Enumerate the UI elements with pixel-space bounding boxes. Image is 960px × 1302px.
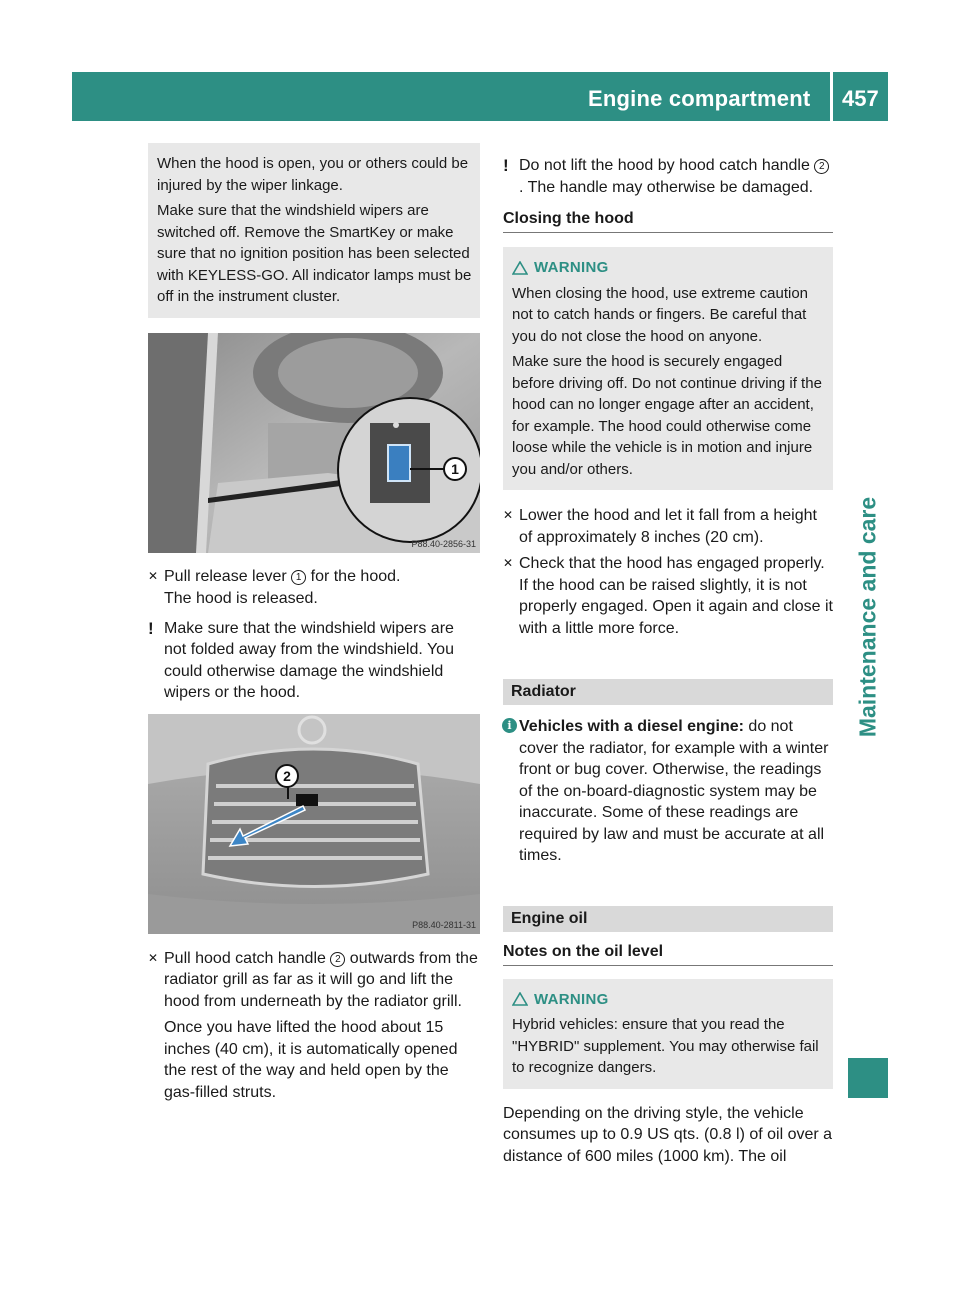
wiper-warning-text-1: When the hood is open, you or others could be injured by the wiper linkage. [157,155,469,194]
hybrid-warning-box [503,979,833,1089]
step-arrow-icon: ✕ [148,950,159,965]
radiator-heading: Radiator [503,679,833,705]
hood-catch-note: ! Do not lift the hood by hood catch handle 2. The handle may otherwise be damaged. [503,155,833,198]
step-pull-release-lever: ✕ Pull release lever 1 for the hood. [148,566,480,588]
photo-caption-2: P88.40-2811-31 [412,919,476,930]
info-icon: i [502,718,517,733]
side-chapter-label: Maintenance and care [854,496,881,738]
header-divider [830,72,833,121]
wiper-warning-text-2: Make sure that the windshield wipers are switched off. Remove the SmartKey or make sure that no ignition position has been selected with KEYLESS-GO. All indicator lamps must be off in the instrument cluster. [157,202,472,305]
callout-1: 1 [443,457,467,481]
hood-catch-illustration [148,714,480,934]
warning-header: WARNING [512,989,825,1011]
oil-level-heading: Notes on the oil level [503,943,833,966]
marker-1: 1 [291,570,306,585]
right-column [503,143,833,1167]
step2-result: Once you have lifted the hood about 15 inches (40 cm), it is automatically opened the rest of the way and held open by the gas-filled struts. [164,1019,458,1101]
radiator-info: i Vehicles with a diesel engine: do not cover the radiator, for example with a winter front or bug cover. Otherwise, the readings of the on-board-diagnostic system may be inaccurate. Some of these readings are required by law and must be accurate at all times. [503,716,833,867]
step1-result: The hood is released. [164,590,318,607]
step-lower-hood: ✕ Lower the hood and let it fall from a height of approximately 8 inches (20 cm). [503,507,817,546]
hybrid-warning-text: Hybrid vehicles: ensure that you read the "HYBRID" supplement. You may otherwise fail to recognize dangers. [512,1016,819,1076]
warning-triangle-icon [512,992,528,1006]
closing-warning-text-1: When closing the hood, use extreme caution not to catch hands or fingers. Be careful that you do not close the hood on anyone. [512,284,809,345]
side-tab-marker [848,1058,888,1098]
oil-consumption-text: Depending on the driving style, the vehicle consumes up to 0.9 US qts. (0.8 l) of oil over a distance of 600 miles (1000 km). The oil [503,1104,833,1165]
wiper-warning-box [148,143,480,318]
engine-oil-heading: Engine oil [503,906,833,932]
warning-header: WARNING [512,257,825,279]
step-check-hood: ✕ Check that the hood has engaged properly. If the hood can be raised slightly, it is not properly engaged. Open it again and close it with a little more force. [503,555,833,637]
closing-warning-box [503,247,833,490]
left-column [148,143,480,1103]
release-lever-photo [148,333,480,553]
exclamation-icon: ! [148,618,154,638]
marker-2: 2 [814,159,829,174]
warning-triangle-icon [512,261,528,275]
callout-2: 2 [275,764,299,788]
release-lever-illustration [148,333,480,553]
page-title: Engine compartment [588,86,811,111]
photo-caption: P88.40-2856-31 [411,538,476,549]
marker-2: 2 [330,952,345,967]
step-arrow-icon: ✕ [503,556,514,570]
closing-hood-heading: Closing the hood [503,210,833,233]
step-arrow-icon: ✕ [148,568,159,583]
hood-catch-photo [148,714,480,934]
closing-warning-text-2: Make sure the hood is securely engaged before driving off. Do not continue driving if the hood can no longer engage after an accident, for example. The hood could otherwise come loose while the vehicle is in motion and injure you and/or others. [512,353,822,478]
exclamation-icon: ! [503,156,509,175]
step-arrow-icon: ✕ [503,508,514,522]
step-pull-hood-catch: ✕ Pull hood catch handle 2 outwards from the radiator grill as far as it will go and lift the hood from underneath by the radiator grill. [148,949,478,1010]
page-number: 457 [842,86,879,111]
wiper-note: ! Make sure that the windshield wipers are not folded away from the windshield. You could otherwise damage the windshield wipers or the hood. [148,618,454,701]
